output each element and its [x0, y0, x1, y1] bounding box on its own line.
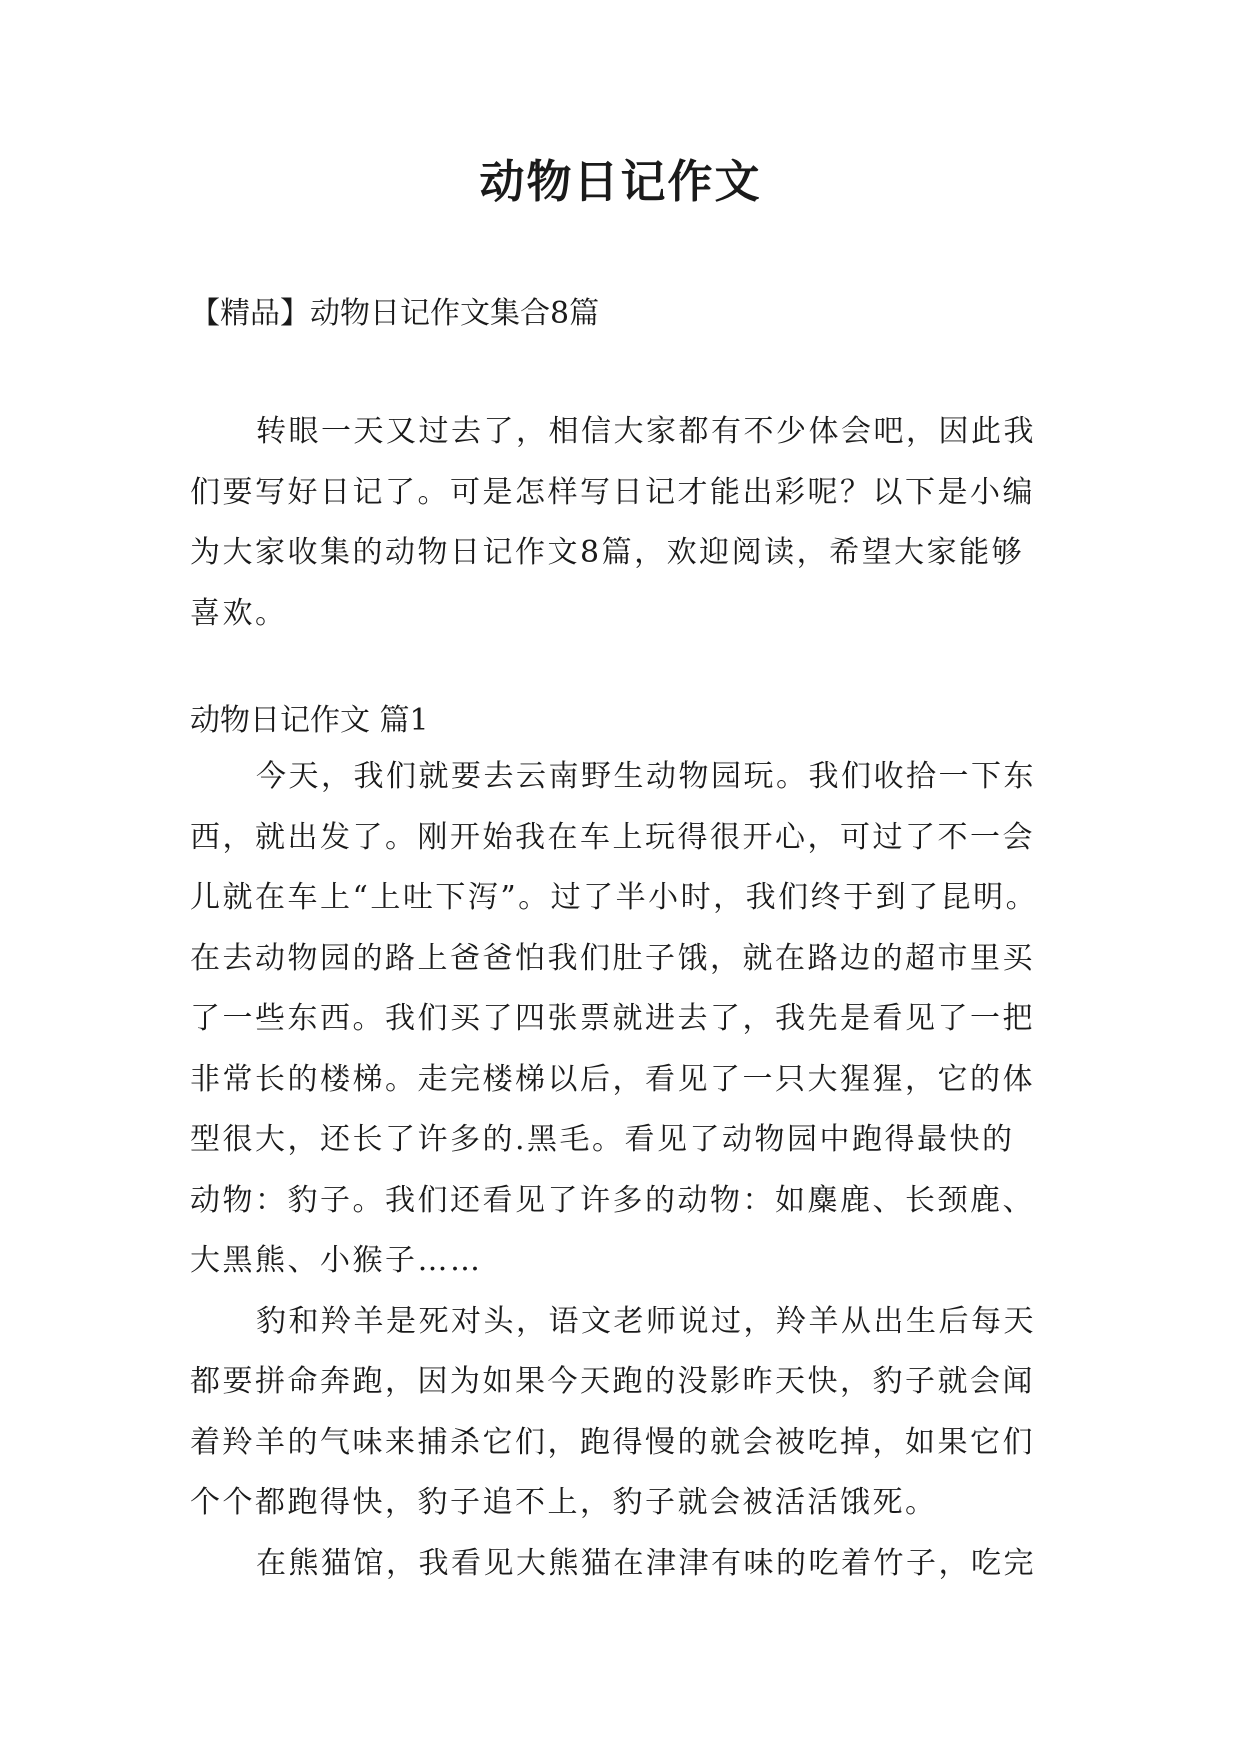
intro-line: 为大家收集的动物日记作文8篇，欢迎阅读，希望大家能够	[190, 535, 1025, 570]
intro-line: 转眼一天又过去了，相信大家都有不少体会吧，因此我	[256, 414, 1036, 449]
body-line: 都要拼命奔跑，因为如果今天跑的没影昨天快，豹子就会闻	[190, 1364, 1035, 1399]
body-line: 非常长的楼梯。走完楼梯以后，看见了一只大猩猩，它的体	[190, 1061, 1035, 1097]
body-line: 型很大，还长了许多的.黑毛。看见了动物园中跑得最快的	[190, 1122, 1015, 1157]
intro-paragraph	[190, 402, 1050, 644]
body-line: 大黑熊、小猴子……	[190, 1243, 483, 1278]
body-line: 个个都跑得快，豹子追不上，豹子就会被活活饿死。	[190, 1485, 938, 1520]
intro-line: 喜欢。	[190, 595, 288, 631]
section-body	[190, 747, 1050, 1594]
body-line: 豹和羚羊是死对头，语文老师说过，羚羊从出生后每天	[256, 1303, 1036, 1339]
document-title: 动物日记作文	[479, 155, 762, 208]
body-line: 今天，我们就要去云南野生动物园玩。我们收拾一下东	[256, 759, 1036, 794]
section-heading: 动物日记作文 篇1	[190, 703, 429, 738]
document-subtitle: 【精品】动物日记作文集合8篇	[190, 296, 600, 331]
body-line: 西，就出发了。刚开始我在车上玩得很开心，可过了不一会	[190, 819, 1035, 855]
body-line: 着羚羊的气味来捕杀它们，跑得慢的就会被吃掉，如果它们	[190, 1424, 1035, 1460]
body-line: 在去动物园的路上爸爸怕我们肚子饿，就在路边的超市里买	[190, 940, 1035, 976]
body-line: 儿就在车上“上吐下泻”。过了半小时，我们终于到了昆明。	[190, 880, 1039, 915]
body-line: 在熊猫馆，我看见大熊猫在津津有味的吃着竹子，吃完	[256, 1545, 1036, 1581]
body-line: 动物：豹子。我们还看见了许多的动物：如麋鹿、长颈鹿、	[190, 1182, 1035, 1218]
intro-line: 们要写好日记了。可是怎样写日记才能出彩呢？以下是小编	[190, 474, 1035, 510]
body-line: 了一些东西。我们买了四张票就进去了，我先是看见了一把	[190, 1001, 1035, 1036]
